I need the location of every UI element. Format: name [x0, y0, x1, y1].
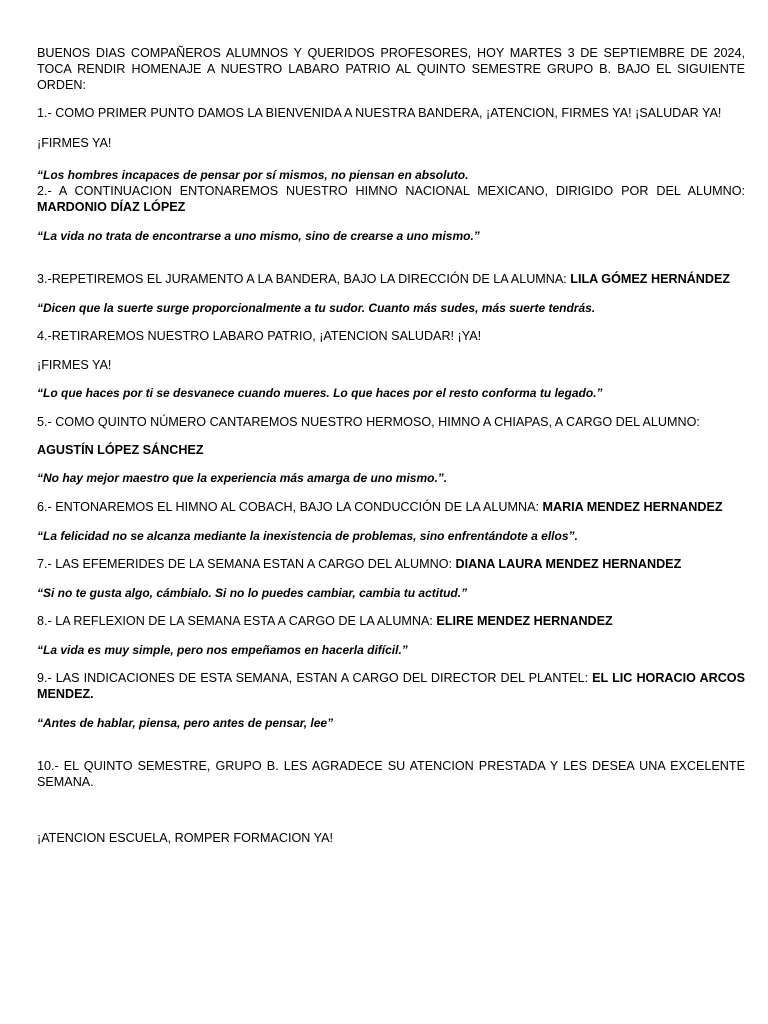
item-5-quote: “No hay mejor maestro que la experiencia más amarga de uno mismo.”. — [37, 471, 448, 485]
item-3-name: LILA GÓMEZ HERNÁNDEZ — [570, 272, 731, 286]
item-3-text: 3.-REPETIREMOS EL JURAMENTO A LA BANDERA, BAJO LA DIRECCIÓN DE LA ALUMNA: — [37, 272, 571, 286]
closing-command: ¡ATENCION ESCUELA, ROMPER FORMACION YA! — [37, 831, 333, 845]
item-6-quote: “La felicidad no se alcanza mediante la inexistencia de problemas, sino enfrentándote a ellos”. — [37, 529, 578, 543]
item-7-name: DIANA LAURA MENDEZ HERNANDEZ — [455, 557, 682, 571]
document-page — [37, 0, 745, 1024]
item-1-text: 1.- COMO PRIMER PUNTO DAMOS LA BIENVENIDA A NUESTRA BANDERA, ¡ATENCION, FIRMES YA! ¡SALUDAR YA! — [37, 106, 722, 120]
item-2-text: 2.- A CONTINUACION ENTONAREMOS NUESTRO HIMNO NACIONAL MEXICANO, DIRIGIDO POR DEL ALUMNO: — [37, 184, 745, 198]
item-10-text: 10.- EL QUINTO SEMESTRE, GRUPO B. LES AGRADECE SU ATENCION PRESTADA Y LES DESEA UNA EXCELENTE SEMANA. — [37, 759, 745, 789]
item-8-quote: “La vida es muy simple, pero nos empeñamos en hacerla difícil.” — [37, 643, 408, 657]
item-6-text: 6.- ENTONAREMOS EL HIMNO AL COBACH, BAJO LA CONDUCCIÓN DE LA ALUMNA: — [37, 500, 543, 514]
item-8-line — [37, 613, 745, 629]
item-5-text: 5.- COMO QUINTO NÚMERO CANTAREMOS NUESTRO HERMOSO, HIMNO A CHIAPAS, A CARGO DEL ALUMNO: — [37, 415, 700, 429]
item-7-quote: “Si no te gusta algo, cámbialo. Si no lo puedes cambiar, cambia tu actitud.” — [37, 586, 468, 600]
item-1-quote: “Los hombres incapaces de pensar por sí mismos, no piensan en absoluto. — [37, 168, 469, 182]
item-6-name: MARIA MENDEZ HERNANDEZ — [542, 500, 723, 514]
item-2-quote: “La vida no trata de encontrarse a uno mismo, sino de crearse a uno mismo.” — [37, 229, 480, 243]
item-6-line — [37, 499, 745, 515]
item-4-quote: “Lo que haces por ti se desvanece cuando mueres. Lo que haces por el resto conforma tu legado.” — [37, 386, 603, 400]
item-7-line — [37, 556, 745, 572]
item-4-text: 4.-RETIRAREMOS NUESTRO LABARO PATRIO, ¡ATENCION SALUDAR! ¡YA! — [37, 329, 482, 343]
item-8-name: ELIRE MENDEZ HERNANDEZ — [436, 614, 613, 628]
item-3-line — [37, 271, 745, 287]
item-2-name: MARDONIO DÍAZ LÓPEZ — [37, 200, 186, 214]
item-5-name: AGUSTÍN LÓPEZ SÁNCHEZ — [37, 443, 204, 457]
item-9-quote: “Antes de hablar, piensa, pero antes de pensar, lee” — [37, 716, 334, 730]
item-9-text: 9.- LAS INDICACIONES DE ESTA SEMANA, ESTAN A CARGO DEL DIRECTOR DEL PLANTEL: — [37, 671, 593, 685]
intro-paragraph: BUENOS DIAS COMPAÑEROS ALUMNOS Y QUERIDOS PROFESORES, HOY MARTES 3 DE SEPTIEMBRE DE 2024, TOCA RENDIR HOMENAJE A NUESTRO LABARO PATRIO AL QUINTO SEMESTRE GRUPO B. BAJO EL SIGUIENTE ORDEN: — [37, 46, 745, 92]
item-9-name: EL LIC HORACIO ARCOS MENDEZ. — [37, 671, 745, 701]
item-1-command: ¡FIRMES YA! — [37, 136, 112, 150]
item-4-command: ¡FIRMES YA! — [37, 358, 112, 372]
item-3-quote: “Dicen que la suerte surge proporcionalmente a tu sudor. Cuanto más sudes, más suerte tendrás. — [37, 301, 596, 315]
item-7-text: 7.- LAS EFEMERIDES DE LA SEMANA ESTAN A CARGO DEL ALUMNO: — [37, 557, 456, 571]
item-8-text: 8.- LA REFLEXION DE LA SEMANA ESTA A CARGO DE LA ALUMNA: — [37, 614, 437, 628]
item-9-paragraph — [37, 670, 745, 702]
